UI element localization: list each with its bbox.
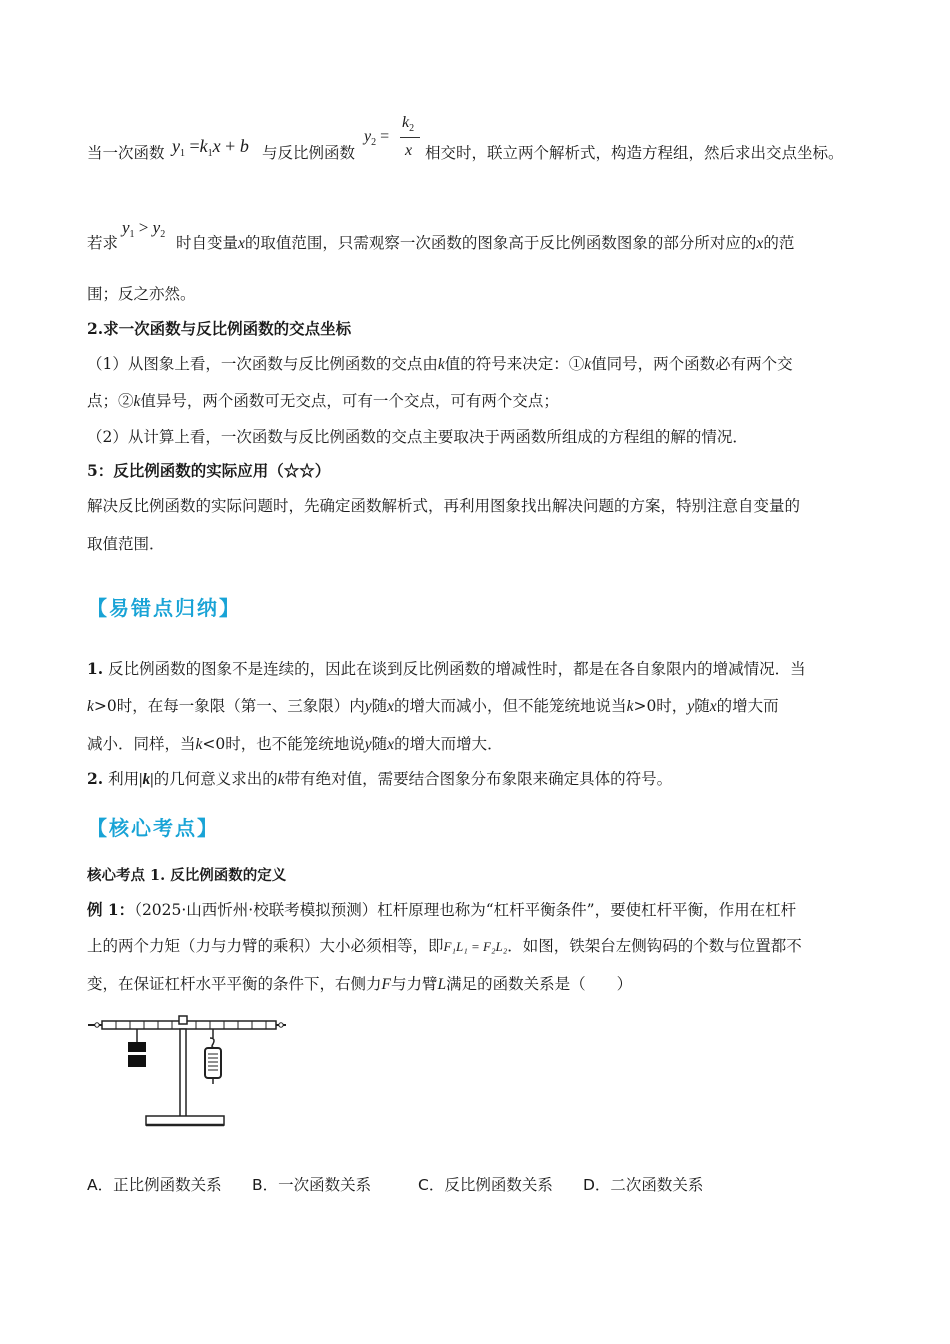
stand-base <box>146 1116 224 1125</box>
intro-line-2: 若求 <box>87 234 119 252</box>
example-line-2: 上的两个力矩（力与力臂的乘积）大小必须相等，即F₁L₁ = F₂L₂．如图，铁架台左侧钩码的个数与位置都不 <box>87 937 802 955</box>
mistake-1-line-3: 减小．同样，当k<0时，也不能笼统地说y随x的增大而增大． <box>87 735 503 753</box>
intro-line-1b: 与反比例函数 <box>262 144 356 162</box>
pivot <box>179 1016 187 1024</box>
section-title-core: 【核心考点】 <box>87 816 219 840</box>
lever-scale-marks <box>116 1021 266 1029</box>
mistake-2: 2. 利用|k|的几何意义求出的k带有绝对值，需要结合图象分布象限来确定具体的符号。 <box>87 769 673 788</box>
option-c: C．反比例函数关系 <box>418 1176 553 1194</box>
lever-bar <box>102 1021 276 1029</box>
stand-pole <box>180 1029 186 1117</box>
balance-nut-right <box>279 1023 283 1027</box>
intro-line-1 <box>87 142 165 164</box>
text: 当一次函数 <box>87 144 165 162</box>
compare-formula: $y_1 > y_2$ <box>122 218 166 240</box>
paragraph-3: （2）从计算上看，一次函数与反比例函数的交点主要取决于两函数所组成的方程组的解的情况． <box>87 428 748 446</box>
paragraph-5: 取值范围． <box>87 535 165 553</box>
fraction-denominator: x <box>405 142 413 159</box>
heading-application: 5：反比例函数的实际应用（☆☆） <box>87 461 331 480</box>
fraction-bar <box>400 137 420 138</box>
option-a: A．正比例函数关系 <box>87 1176 222 1194</box>
weight-left-top <box>128 1042 146 1052</box>
mistake-1-line-1: 1. 反比例函数的图象不是连续的，因此在谈到反比例函数的增减性时，都是在各自象限内的增减情况．当 <box>87 659 806 678</box>
intro-line-3: 围；反之亦然。 <box>87 285 196 303</box>
paragraph-4: 解决反比例函数的实际问题时，先确定函数解析式，再利用图象找出解决问题的方案，特别注意自变量的 <box>87 497 801 515</box>
option-d: D．二次函数关系 <box>583 1176 704 1194</box>
lever-stand-figure <box>86 1012 286 1132</box>
paragraph-1: （1）从图象上看，一次函数与反比例函数的交点由k值的符号来决定：①k值同号，两个函数必有两个交 <box>87 355 793 373</box>
weight-left-bottom <box>128 1055 146 1067</box>
spring-scale <box>205 1048 221 1078</box>
example-line-3: 变，在保证杠杆水平平衡的条件下，右侧力F与力臂L满足的函数关系是（ ） <box>87 975 633 993</box>
hook <box>210 1038 216 1048</box>
option-b: B．一次函数关系 <box>252 1176 372 1194</box>
fraction-numerator: $k_2$ <box>402 114 415 134</box>
mistake-1-line-2: k>0时，在每一象限（第一、三象限）内y随x的增大而减小，但不能笼统地说当k>0时，y随x的增大而 <box>87 697 779 715</box>
heading-intersection: 2.求一次函数与反比例函数的交点坐标 <box>87 319 352 338</box>
linear-function-formula: $y_1 =k_1x + b$ <box>172 136 249 159</box>
balance-nut-left <box>95 1023 99 1027</box>
section-title-mistakes: 【易错点归纳】 <box>87 596 241 620</box>
example-line-1: 例 1：（2025·山西忻州·校联考模拟预测）杠杆原理也称为“杠杆平衡条件”，要使杠杆平衡，作用在杠杆 <box>87 900 797 919</box>
core-topic-title: 核心考点 1. 反比例函数的定义 <box>87 867 287 884</box>
inverse-function-formula: $y_2$ = <box>364 128 390 148</box>
intro-line-2b: 时自变量x的取值范围，只需观察一次函数的图象高于反比例函数图象的部分所对应的x的范 <box>176 234 795 252</box>
intro-line-1c: 相交时，联立两个解析式，构造方程组，然后求出交点坐标。 <box>425 144 844 162</box>
paragraph-2: 点；②k值异号，两个函数可无交点，可有一个交点，可有两个交点； <box>87 392 559 410</box>
